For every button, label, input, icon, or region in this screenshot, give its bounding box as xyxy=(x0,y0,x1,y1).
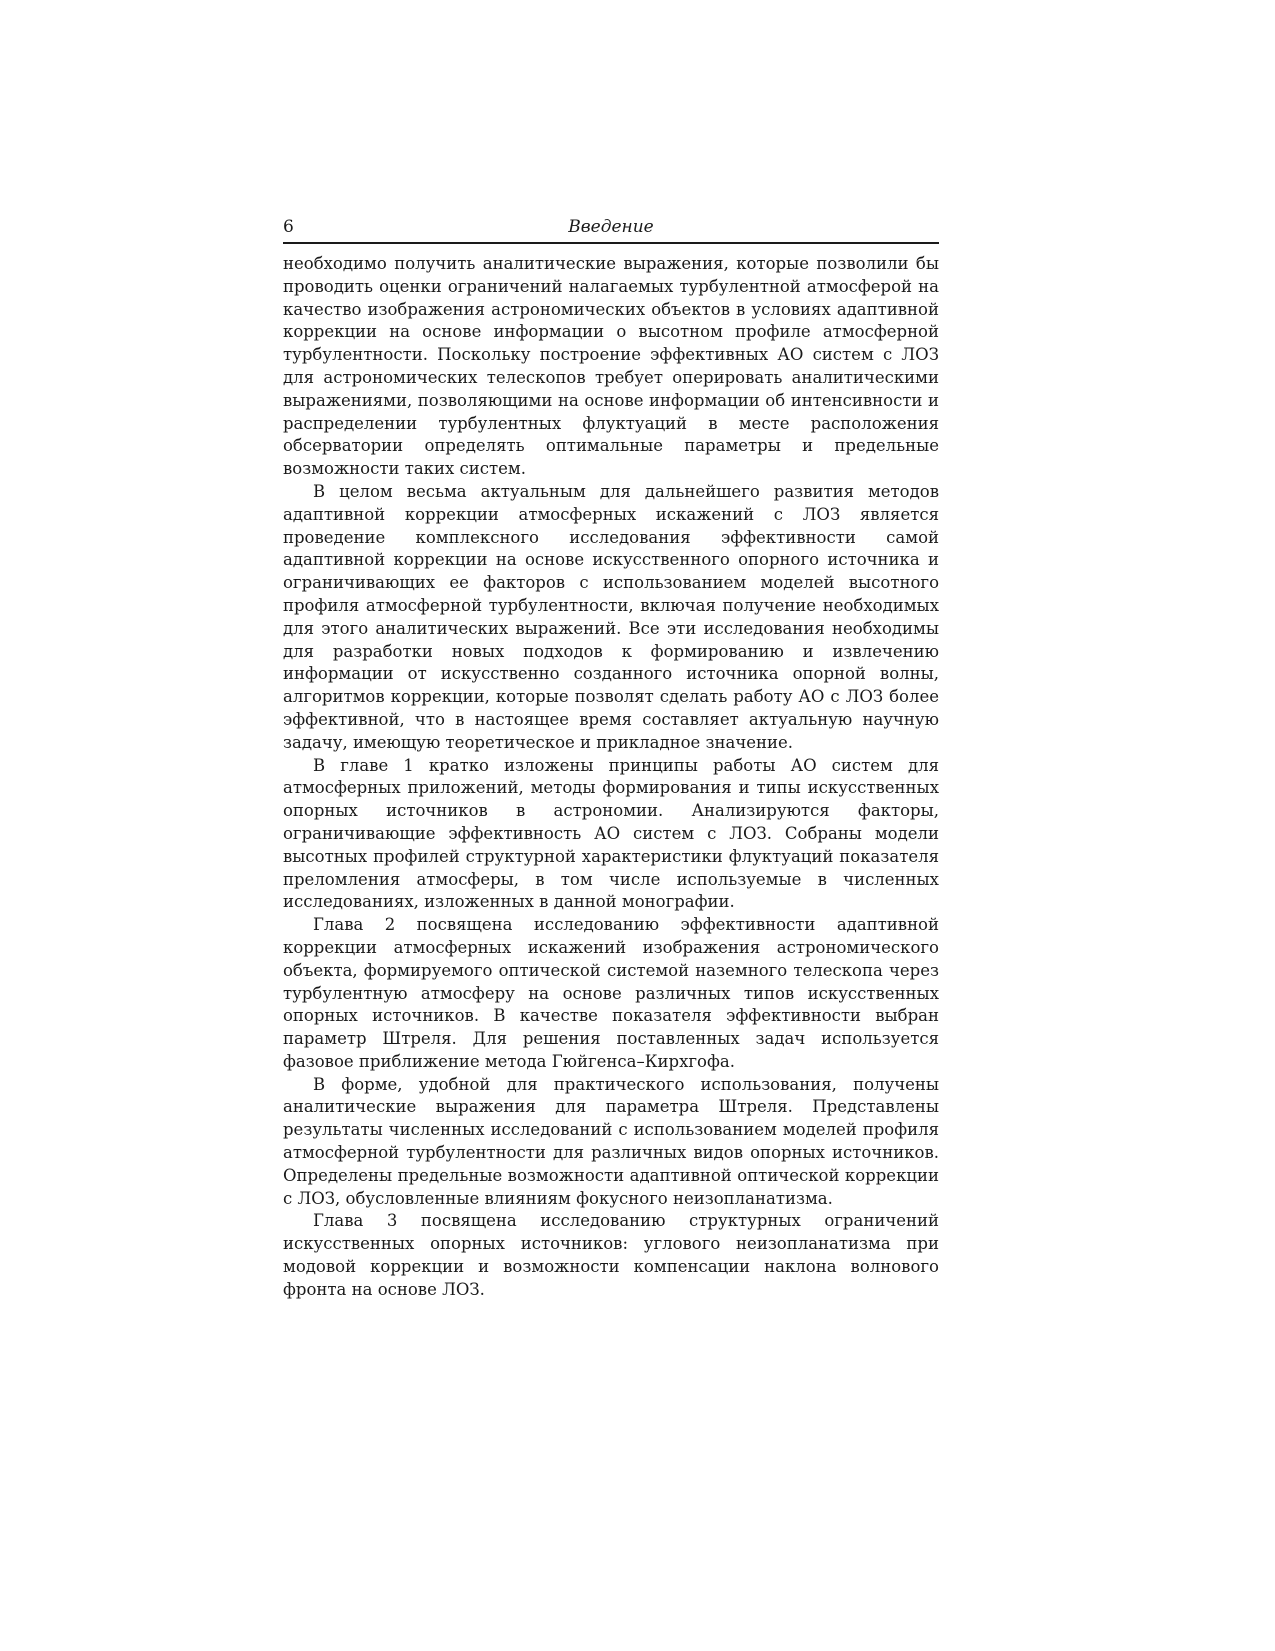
paragraph: Глава 2 посвящена исследованию эффективности адаптивной коррекции атмосферных искажений изображения астрономического объекта, формируемого оптической системой наземного телескопа через турбулентную атмосферу на основе различных типов искусственных опорных источников. В качестве показателя эффективности выбран параметр Штреля. Для решения поставленных задач используется фазовое приближение метода Гюйгенса–Кирхгофа. xyxy=(283,915,939,1071)
body-text xyxy=(283,253,939,1302)
paragraph: необходимо получить аналитические выражения, которые позволили бы проводить оценки ограничений налагаемых турбулентной атмосферой на качество изображения астрономических объектов в условиях адаптивной коррекции на основе информации о высотном профиле атмосферной турбулентности. Поскольку построение эффективных АО систем с ЛОЗ для астрономических телескопов требует оперировать аналитическими выражениями, позволяющими на основе информации об интенсивности и распределении турбулентных флуктуаций в месте расположения обсерватории определять оптимальные параметры и предельные возможности таких систем. xyxy=(283,254,939,479)
paragraph: В главе 1 кратко изложены принципы работы АО систем для атмосферных приложений, методы формирования и типы искусственных опорных источников в астрономии. Анализируются факторы, ограничивающие эффективность АО систем с ЛОЗ. Собраны модели высотных профилей структурной характеристики флуктуаций показателя преломления атмосферы, в том числе используемые в численных исследованиях, изложенных в данной монографии. xyxy=(283,755,939,912)
paragraph: В форме, удобной для практического использования, получены аналитические выражения для параметра Штреля. Представлены результаты численных исследований с использованием моделей профиля атмосферной турбулентности для различных видов опорных источников. Определены предельные возможности адаптивной оптической коррекции с ЛОЗ, обусловленные влияниям фокусного неизопланатизма. xyxy=(283,1074,939,1208)
page-number: 6 xyxy=(283,217,294,237)
book-page xyxy=(283,216,939,1302)
paragraph: В целом весьма актуальным для дальнейшего развития методов адаптивной коррекции атмосферных искажений с ЛОЗ является проведение комплексного исследования эффективности самой адаптивной коррекции на основе искусственного опорного источника и ограничивающих ее факторов с использованием моделей высотного профиля атмосферной турбулентности, включая получение необходимых для этого аналитических выражений. Все эти исследования необходимы для разработки новых подходов к формированию и извлечению информации от искусственно созданного источника опорной волны, алгоритмов коррекции, которые позволят сделать работу АО с ЛОЗ более эффективной, что в настоящее время составляет актуальную научную задачу, имеющую теоретическое и прикладное значение. xyxy=(283,481,939,752)
running-head xyxy=(283,216,939,244)
paragraph: Глава 3 посвящена исследованию структурных ограничений искусственных опорных источников: углового неизопланатизма при модовой коррекции и возможности компенсации наклона волнового фронта на основе ЛОЗ. xyxy=(283,1211,939,1299)
chapter-title: Введение xyxy=(568,217,654,237)
